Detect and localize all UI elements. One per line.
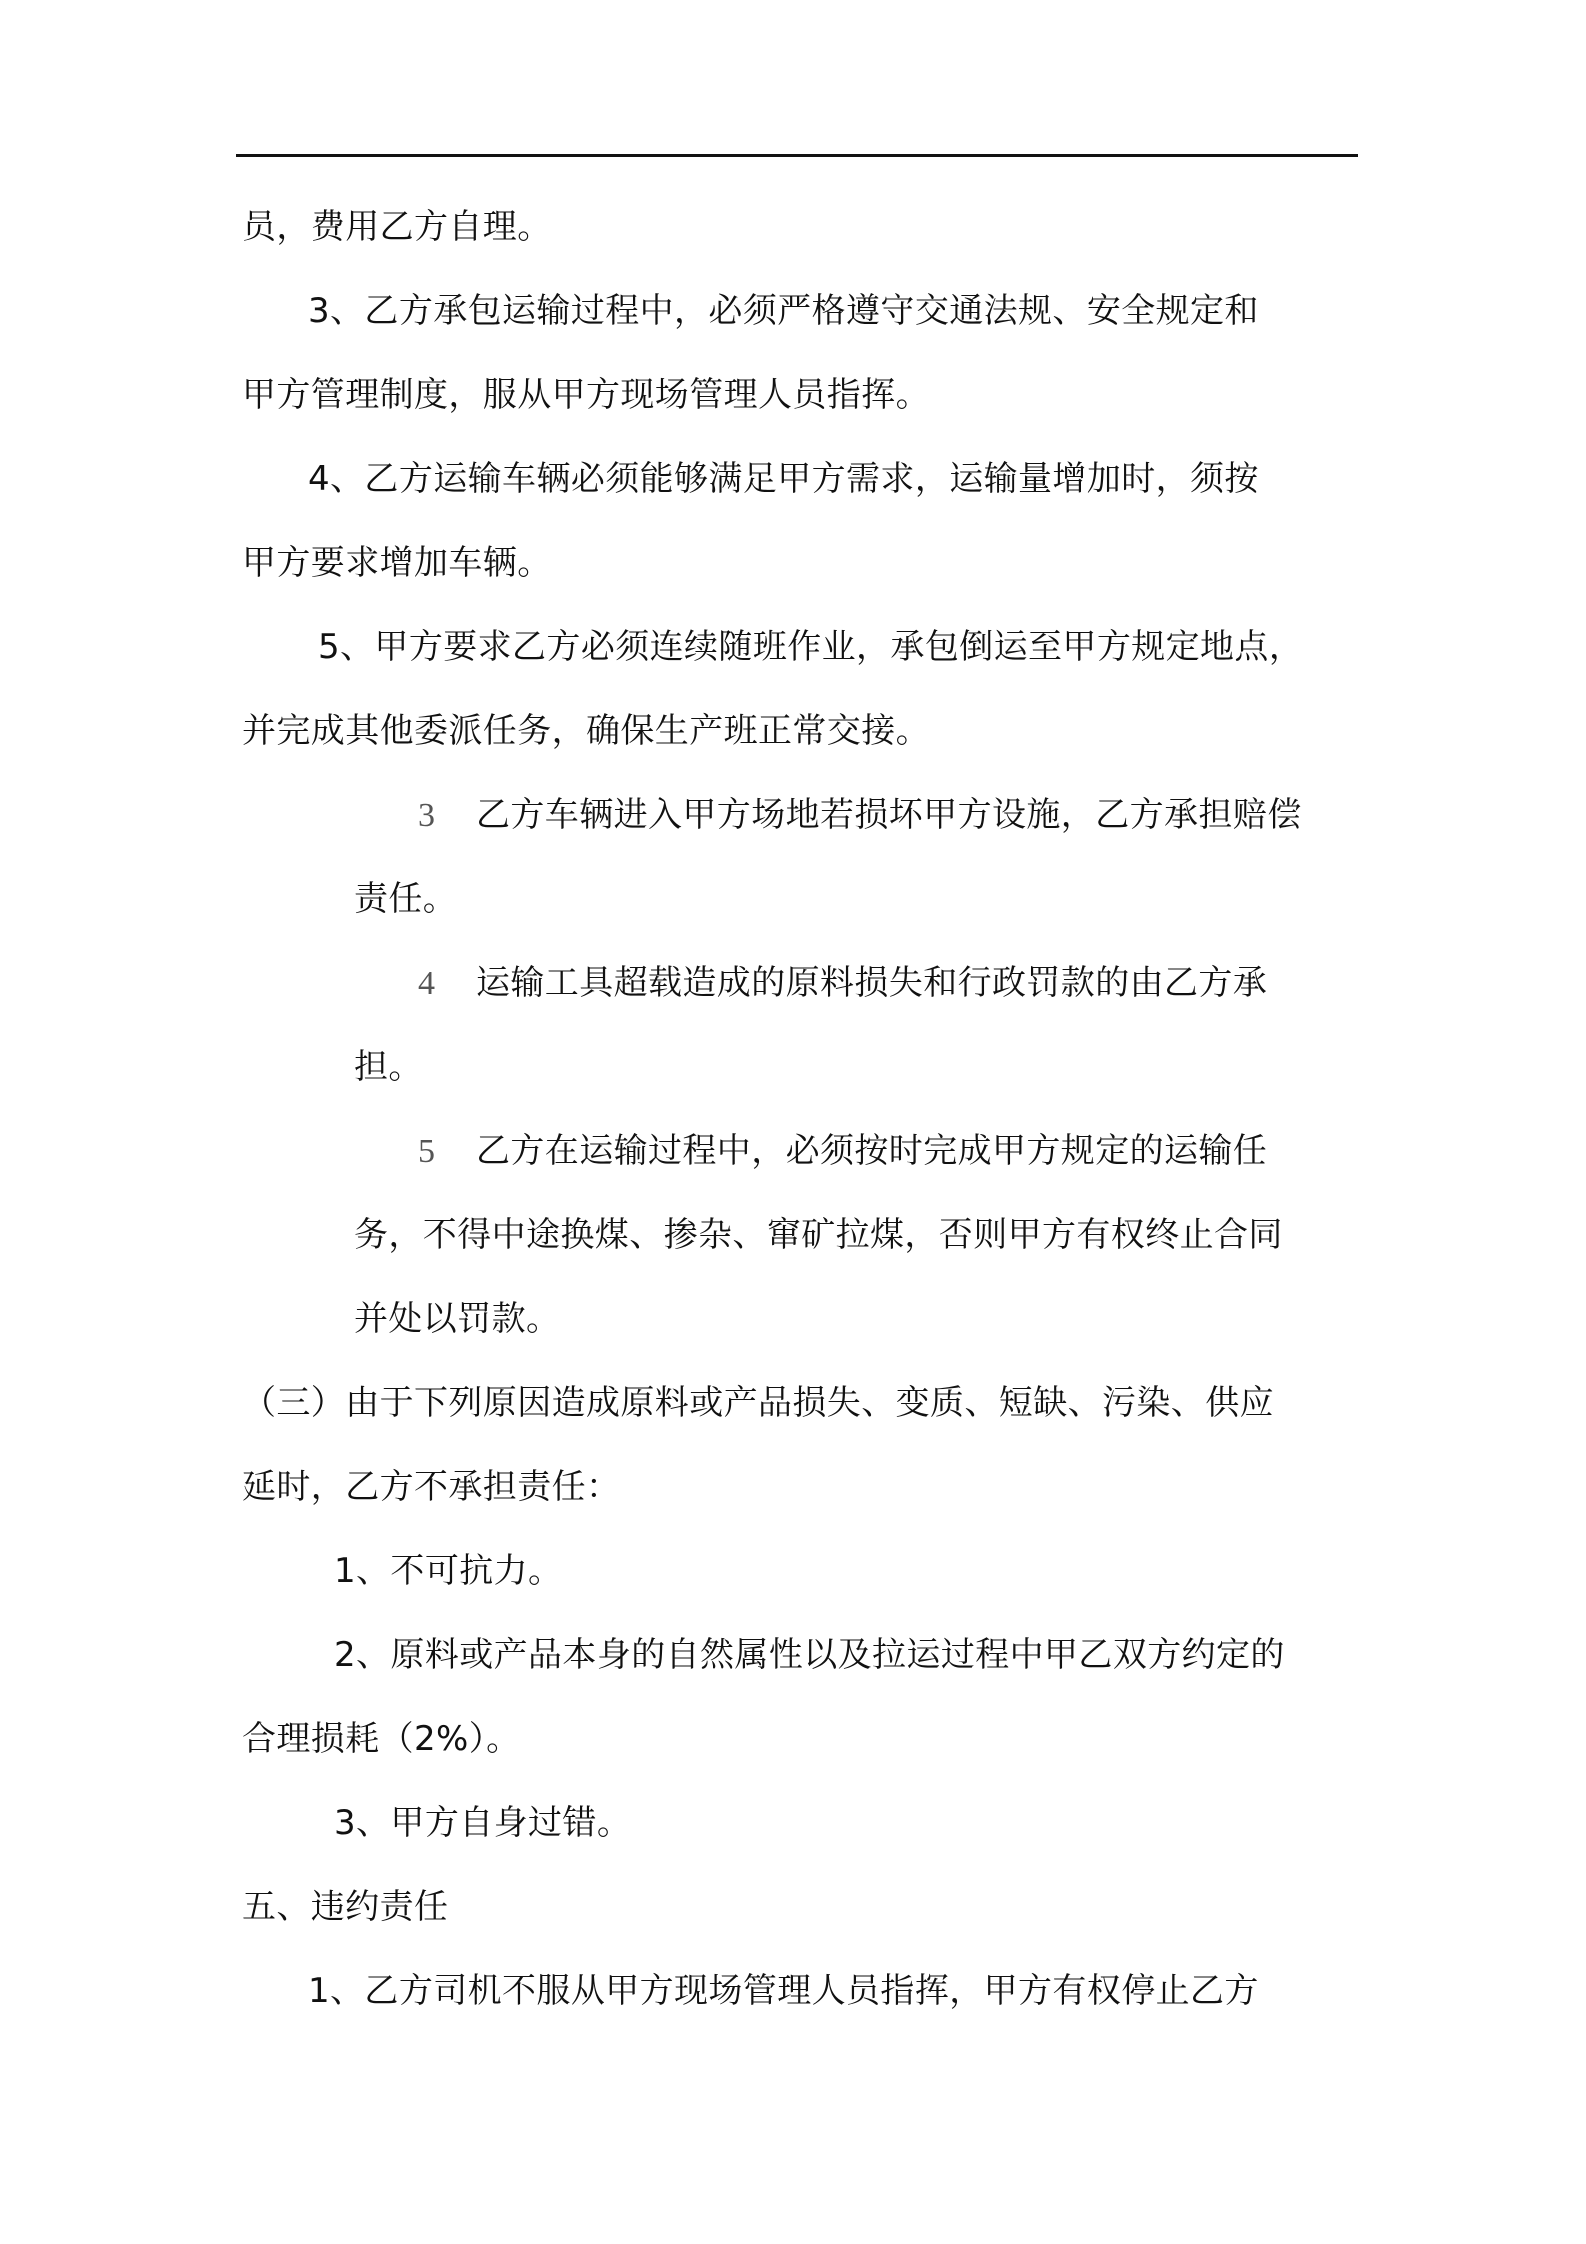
text-line-3: 甲方管理制度，服从甲方现场管理人员指挥。 <box>242 375 930 415</box>
numbered-line-4 <box>418 961 1267 1006</box>
text-line-19: 合理损耗（2%）。 <box>242 1719 521 1759</box>
header-rule <box>236 154 1358 157</box>
text-line-16: 延时，乙方不承担责任： <box>242 1467 621 1507</box>
text-line-20: 3、甲方自身过错。 <box>334 1803 632 1843</box>
text-line-18: 2、原料或产品本身的自然属性以及拉运过程中甲乙双方约定的 <box>334 1635 1285 1675</box>
text-line-11: 担。 <box>354 1047 423 1087</box>
text-line-2: 3、乙方承包运输过程中，必须严格遵守交通法规、安全规定和 <box>308 291 1259 331</box>
text-line-22: 1、乙方司机不服从甲方现场管理人员指挥，甲方有权停止乙方 <box>308 1971 1259 2011</box>
text-line-12: 乙方在运输过程中，必须按时完成甲方规定的运输任 <box>476 1131 1268 1171</box>
numbered-line-3 <box>418 793 1302 838</box>
numbered-line-5 <box>418 1129 1267 1174</box>
text-line-1: 员，费用乙方自理。 <box>242 207 552 247</box>
item-number-4: 4 <box>418 965 436 1002</box>
text-line-5: 甲方要求增加车辆。 <box>242 543 552 583</box>
text-line-7: 并完成其他委派任务，确保生产班正常交接。 <box>242 711 930 751</box>
section-heading: 五、违约责任 <box>242 1887 449 1927</box>
text-line-8: 乙方车辆进入甲方场地若损坏甲方设施，乙方承担赔偿 <box>476 795 1302 835</box>
text-line-15: （三）由于下列原因造成原料或产品损失、变质、短缺、污染、供应 <box>242 1383 1274 1423</box>
text-line-10: 运输工具超载造成的原料损失和行政罚款的由乙方承 <box>476 963 1268 1003</box>
text-line-13: 务，不得中途换煤、掺杂、窜矿拉煤，否则甲方有权终止合同 <box>354 1215 1283 1255</box>
text-line-4: 4、乙方运输车辆必须能够满足甲方需求，运输量增加时，须按 <box>308 459 1259 499</box>
text-line-9: 责任。 <box>354 879 458 919</box>
text-line-14: 并处以罚款。 <box>354 1299 561 1339</box>
text-line-17: 1、不可抗力。 <box>334 1551 563 1591</box>
item-number-5: 5 <box>418 1133 436 1170</box>
item-number-3: 3 <box>418 797 436 834</box>
text-line-6: 5、甲方要求乙方必须连续随班作业，承包倒运至甲方规定地点， <box>318 627 1304 667</box>
